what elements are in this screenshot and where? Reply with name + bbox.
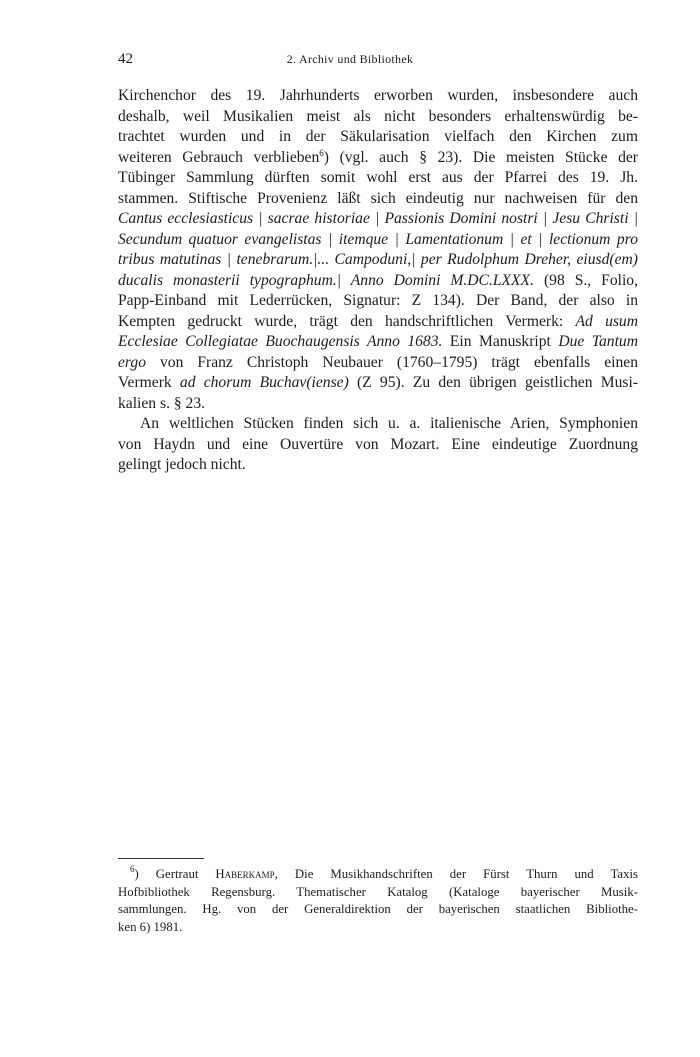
footnote-line	[118, 866, 638, 884]
text-line: gelingt jedoch nicht.	[118, 456, 246, 473]
footnote-ref: 6	[319, 147, 324, 158]
text-line	[118, 209, 638, 230]
author-name: Haberkamp	[215, 867, 275, 881]
footnote	[118, 866, 638, 936]
text-line	[118, 312, 638, 333]
text-fragment: ) Gertraut	[134, 867, 216, 881]
text-line	[118, 250, 638, 271]
inscription-quote: Ecclesiae Collegiatae Buochaugensis Anno 1683.	[118, 333, 443, 350]
page-number: 42	[118, 51, 133, 67]
text-fragment: (98 S., Folio,	[533, 271, 638, 289]
title-citation: tribus matutinas | tenebrarum.|... Campoduni,| per Rudolphum Dreher, eiusd(em)	[118, 251, 638, 268]
text-line: stammen. Stiftische Provenienz läßt sich eindeutig nur nachweisen für den	[118, 189, 638, 207]
text-line	[118, 353, 638, 374]
text-line: Papp-Einband mit Lederrücken, Signatur: Z 134). Der Band, der also in	[118, 292, 638, 309]
running-head: 2. Archiv und Bibliothek	[286, 52, 414, 66]
manuscript-title: ergo	[118, 353, 147, 371]
manuscript-title: Due Tantum	[558, 333, 638, 350]
text-fragment: Vermerk	[118, 374, 172, 391]
text-line	[118, 230, 638, 251]
body-text	[118, 86, 638, 476]
footnote-line: sammlungen. Hg. von der Generaldirektion der bayerischen staatlichen Bibliothe-	[118, 902, 638, 916]
footnote-rule	[118, 858, 204, 859]
text-line: Tübinger Sammlung dürften somit wohl erst aus der Pfarrei des 19. Jh.	[118, 169, 638, 186]
text-fragment: Ein Manuskript	[442, 333, 559, 350]
inscription-quote: Ad usum	[575, 312, 638, 330]
text-line: von Haydn und eine Ouvertüre von Mozart. Eine eindeutige Zuordnung	[118, 435, 638, 453]
footnote-marker: 6	[130, 864, 135, 874]
inscription-quote: ad chorum Buchav(iense)	[179, 374, 349, 391]
text-fragment: ) (vgl. auch § 23). Die meisten Stücke der	[323, 148, 638, 166]
text-fragment: , Die Musikhandschriften der Fürst Thurn und Taxis	[274, 867, 638, 881]
text-line	[118, 373, 638, 394]
text-line: kalien s. § 23.	[118, 394, 206, 412]
title-citation: ducalis monasterii typographum.| Anno Domini M.DC.LXXX.	[118, 271, 534, 289]
text-line: An weltlichen Stücken finden sich u. a. italienische Arien, Symphonien	[140, 415, 638, 432]
title-citation: Cantus ecclesiasticus | sacrae historiae | Passionis Domini nostri | Jesu Christi |	[118, 210, 638, 227]
text-line	[118, 332, 638, 353]
footnote-line: ken 6) 1981.	[118, 919, 183, 934]
text-fragment: (Z 95). Zu den übrigen geistlichen Musi-	[348, 374, 638, 391]
footnote-line: Hofbibliothek Regensburg. Thematischer Katalog (Kataloge bayerischer Musik-	[118, 884, 638, 899]
text-fragment: Kempten gedruckt wurde, trägt den handschriftlichen Vermerk:	[118, 312, 564, 330]
title-citation: Secundum quatuor evangelistas | itemque | Lamentationum | et | lectionum pro	[118, 230, 638, 248]
text-fragment: von Franz Christoph Neubauer (1760–1795) trägt ebenfalls einen	[146, 353, 638, 371]
text-line	[118, 148, 638, 169]
text-line: Kirchenchor des 19. Jahrhunderts erworben wurden, insbesondere auch	[118, 87, 638, 104]
text-line: trachtet wurden und in der Säkularisation vielfach den Kirchen zum	[118, 128, 638, 145]
text-line	[118, 271, 638, 292]
text-line: deshalb, weil Musikalien meist als nicht besonders erhaltenswürdig be-	[118, 107, 638, 125]
text-fragment: weiteren Gebrauch verblieben	[118, 148, 320, 166]
